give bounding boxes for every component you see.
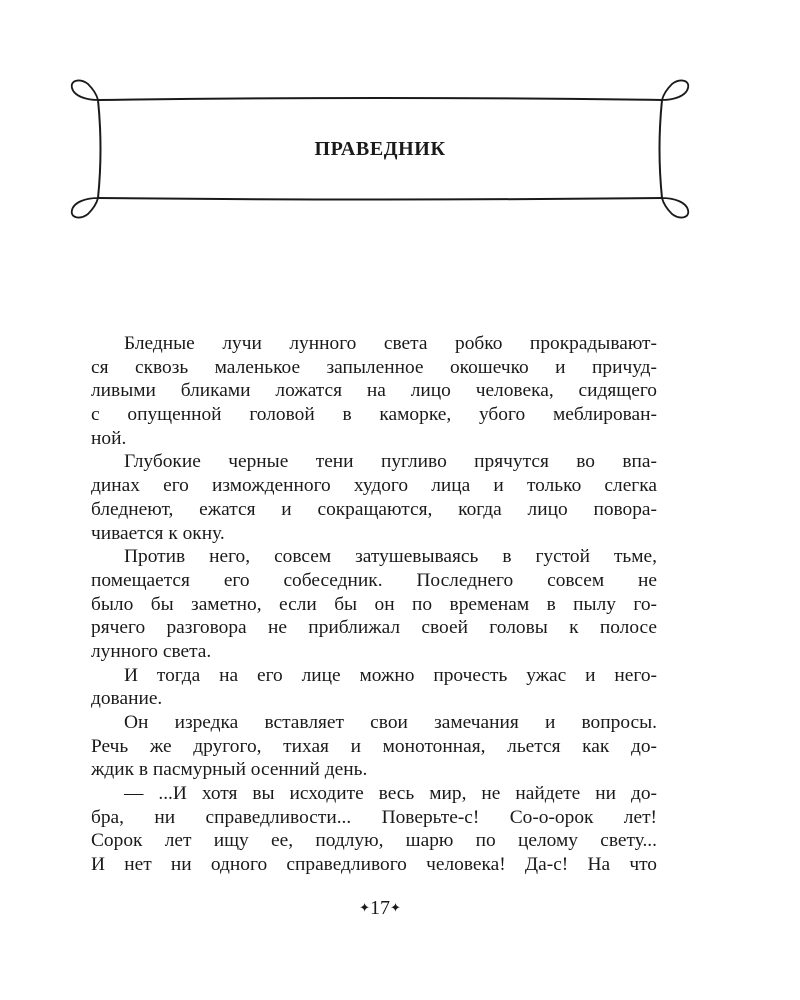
text-line: — ...И хотя вы исходите весь мир, не найдете ни до- <box>124 783 657 805</box>
frame-corner-top-left <box>72 81 98 100</box>
text-line: ной. <box>91 427 127 449</box>
text-line: Он изредка вставляет свои замечания и вопросы. <box>124 712 657 733</box>
frame-corner-bottom-left <box>72 198 98 217</box>
frame-corner-bottom-right <box>662 198 688 217</box>
text-line: было бы заметно, если бы он по временам в пылу го- <box>91 593 657 615</box>
text-line: Глубокие черные тени пугливо прячутся во впа- <box>124 451 657 473</box>
page-footer <box>300 896 460 920</box>
text-line: дование. <box>91 688 163 710</box>
text-line: Сорок лет ищу ее, подлую, шарю по целому свету... <box>91 830 657 852</box>
chapter-title: ПРАВЕДНИК <box>314 138 446 160</box>
paragraph <box>91 711 657 782</box>
text-line: с опущенной головой в каморке, убого меблирован- <box>91 404 657 426</box>
text-line: ливыми бликами ложатся на лицо человека, сидящего <box>91 380 657 402</box>
text-line: Речь же другого, тихая и монотонная, льется как до- <box>91 735 657 757</box>
text-line: И тогда на его лице можно прочесть ужас и него- <box>124 664 657 686</box>
page-number: 17 <box>370 897 390 919</box>
frame-top-edge <box>98 98 662 100</box>
text-line: Против него, совсем затушевываясь в густой тьме, <box>124 546 657 568</box>
text-line: ся сквозь маленькое запыленное окошечко и причуд- <box>91 356 657 378</box>
text-line: помещается его собеседник. Последнего совсем не <box>91 569 657 591</box>
ornament-left-icon: ✦ <box>359 900 370 915</box>
paragraph <box>91 782 657 877</box>
text-line: Бледные лучи лунного света робко прокрадывают- <box>124 333 657 354</box>
text-line: чивается к окну. <box>91 522 225 544</box>
text-line: ждик в пасмурный осенний день. <box>91 759 368 781</box>
text-line: динах его изможденного худого лица и только слегка <box>91 475 657 497</box>
text-line: бледнеют, ежатся и сокращаются, когда лицо повора- <box>91 498 657 520</box>
frame-bottom-edge <box>98 198 662 200</box>
frame-corner-top-right <box>662 81 688 100</box>
text-line: бра, ни справедливости... Поверьте-с! Со-о-орок лет! <box>91 806 657 828</box>
text-line: лунного света. <box>91 640 212 662</box>
paragraph <box>91 332 657 450</box>
chapter-body <box>91 332 657 877</box>
paragraph <box>91 545 657 663</box>
paragraph <box>91 664 657 711</box>
ornament-right-icon: ✦ <box>390 900 401 915</box>
paragraph <box>91 450 657 545</box>
text-line: рячего разговора не приближал своей головы к полосе <box>91 617 657 639</box>
text-line: И нет ни одного справедливого человека! Да-с! На что <box>91 854 657 876</box>
